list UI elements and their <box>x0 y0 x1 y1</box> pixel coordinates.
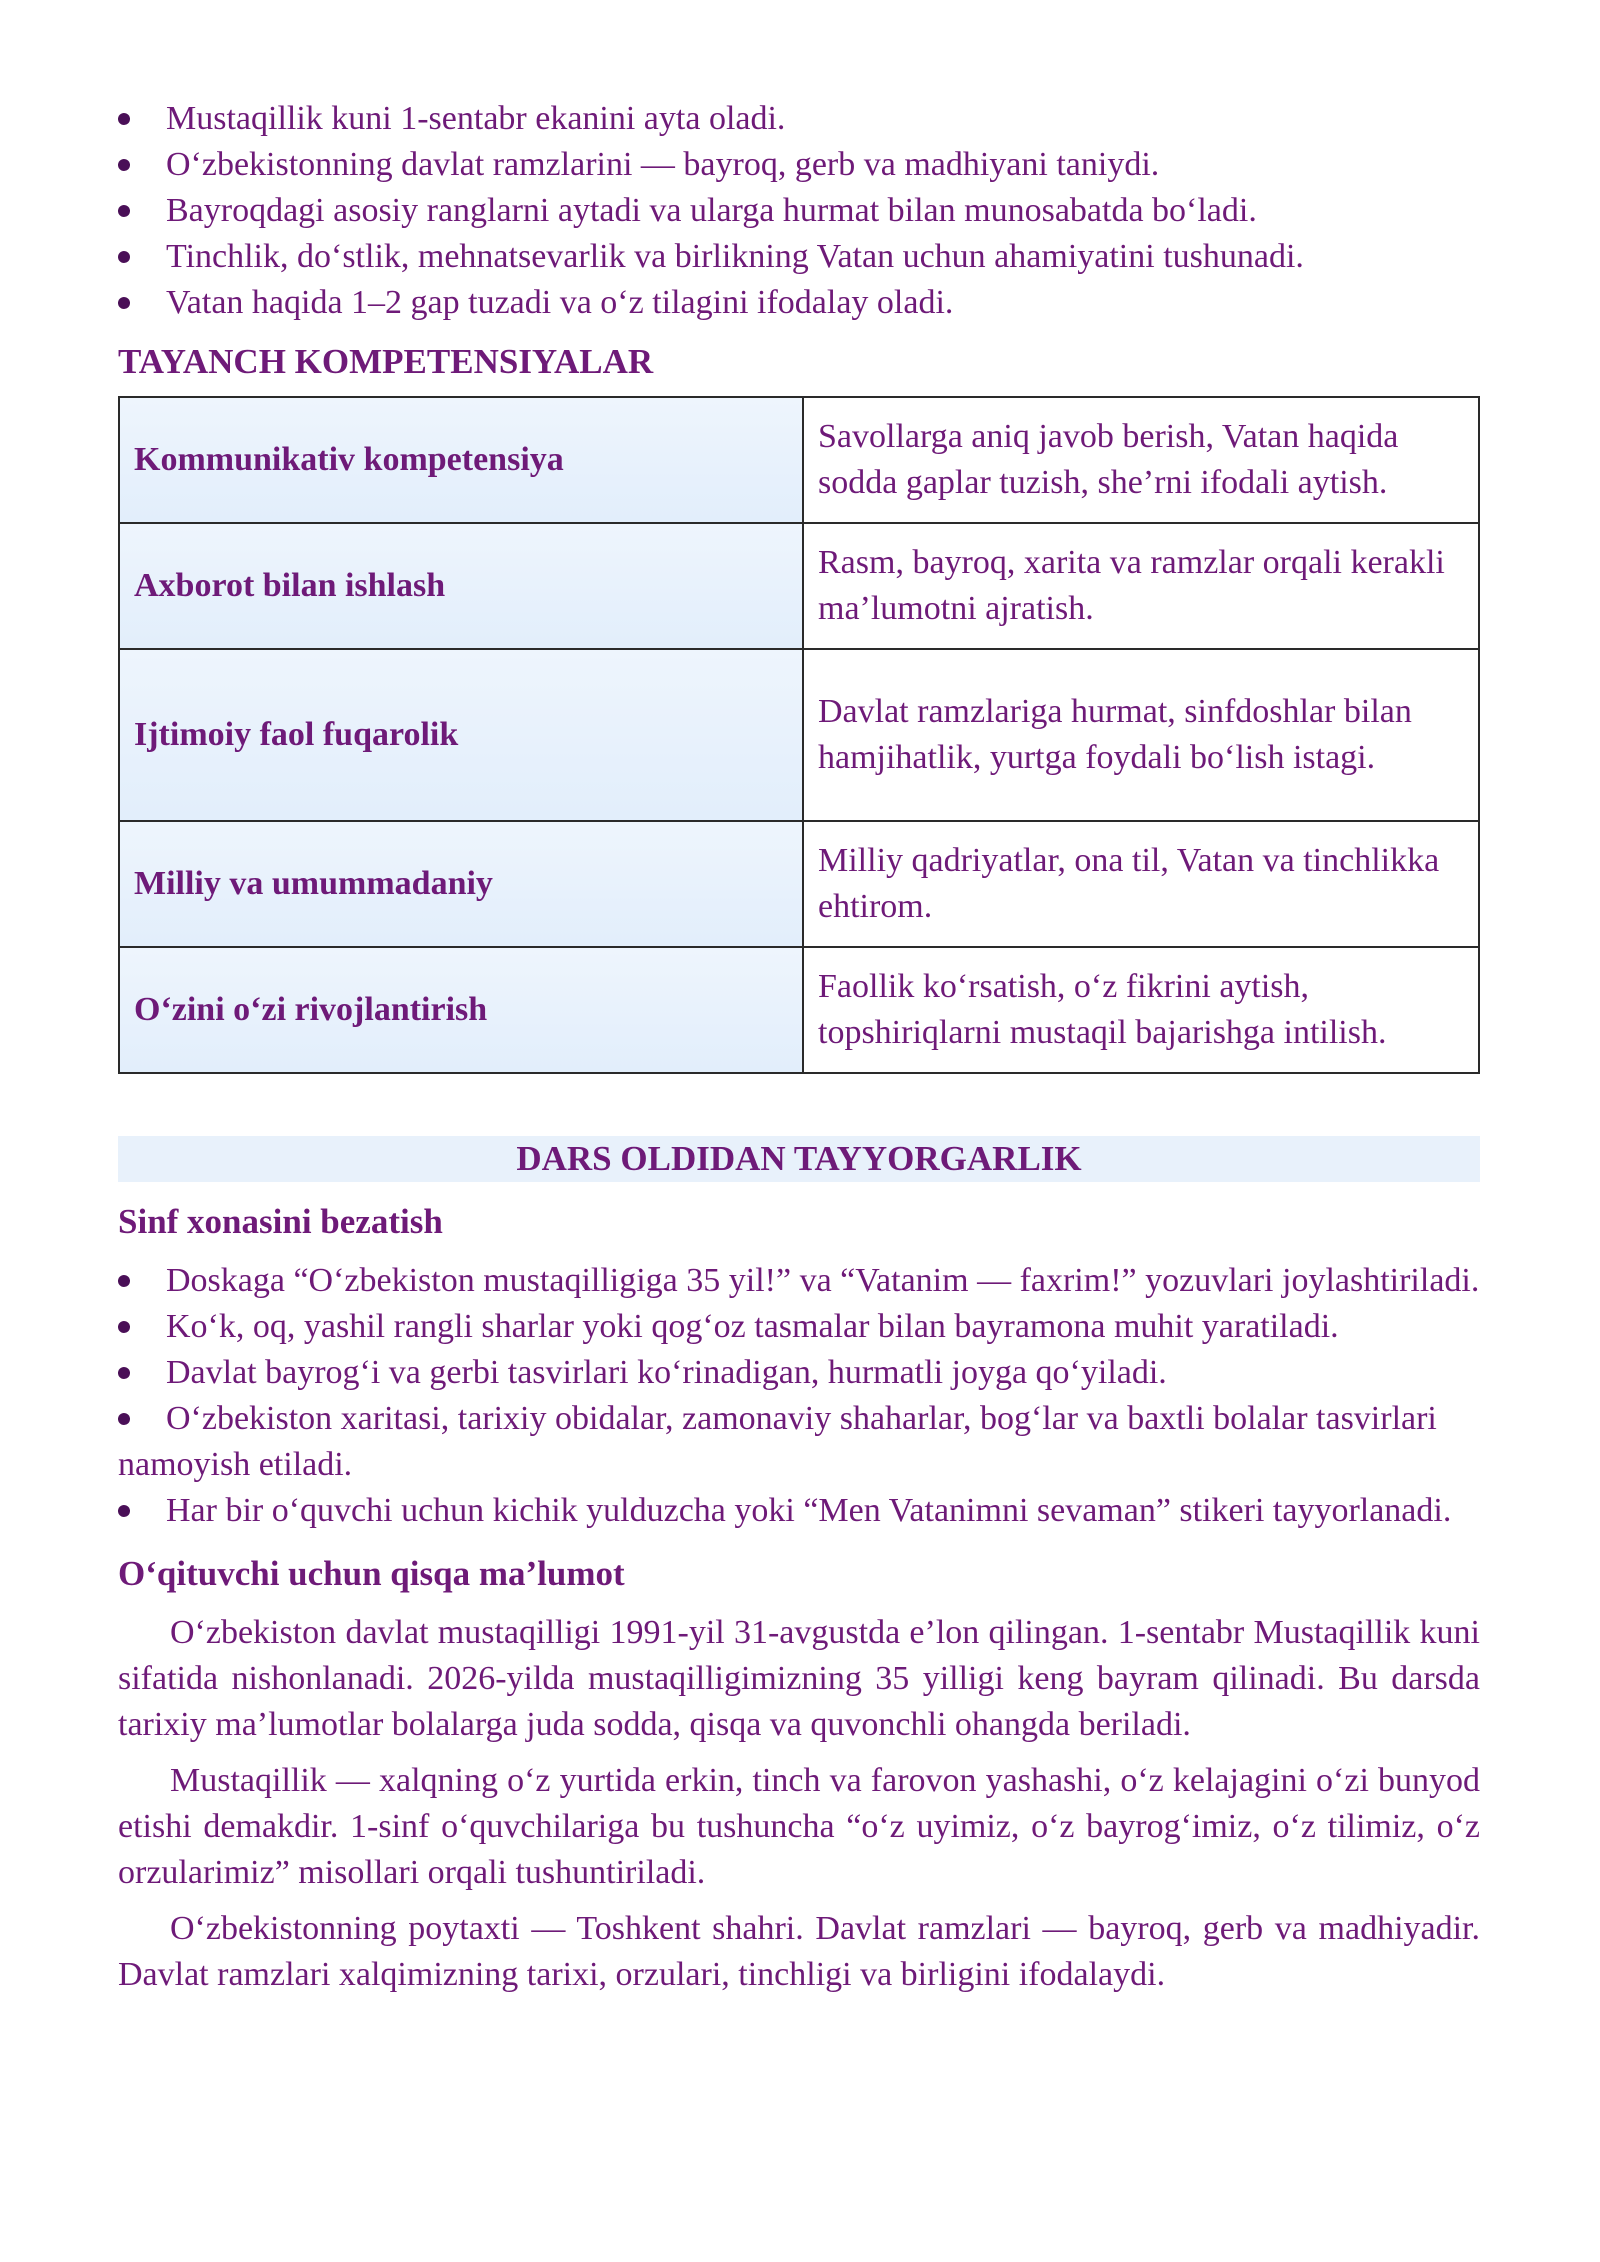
bullet-icon <box>118 1367 130 1379</box>
competencies-heading: TAYANCH KOMPETENSIYALAR <box>118 342 654 381</box>
list-item <box>118 1488 1480 1534</box>
list-item <box>118 188 1480 234</box>
list-item-text: O‘zbekiston xaritasi, tarixiy obidalar, zamonaviy shaharlar, bog‘lar va baxtli bolalar tasvirlari namoyish etiladi. <box>118 1400 1437 1483</box>
decor-heading: Sinf xonasini bezatish <box>118 1202 443 1241</box>
preparation-banner: DARS OLDIDAN TAYYORGARLIK <box>118 1136 1480 1182</box>
decor-list <box>118 1258 1480 1534</box>
page-content <box>118 96 1480 2008</box>
table-row <box>119 821 1479 947</box>
competency-name: Milliy va umummadaniy <box>119 821 803 947</box>
table-row <box>119 947 1479 1073</box>
table-row <box>119 523 1479 649</box>
bullet-icon <box>118 1505 130 1517</box>
bullet-icon <box>118 205 130 217</box>
list-item-text: Tinchlik, do‘stlik, mehnatsevarlik va birlikning Vatan uchun ahamiyatini tushunadi. <box>166 238 1304 275</box>
competency-name: Ijtimoiy faol fuqarolik <box>119 649 803 821</box>
list-item-text: Doskaga “O‘zbekiston mustaqilligiga 35 yil!” va “Vatanim — faxrim!” yozuvlari joylashtiriladi. <box>166 1262 1480 1299</box>
list-item-text: Har bir o‘quvchi uchun kichik yulduzcha yoki “Men Vatanimni sevaman” stikeri tayyorlanadi. <box>166 1492 1452 1529</box>
competency-description: Davlat ramzlariga hurmat, sinfdoshlar bilan hamjihatlik, yurtga foydali bo‘lish istagi. <box>803 649 1479 821</box>
competency-name: Kommunikativ kompetensiya <box>119 397 803 523</box>
competency-description: Rasm, bayroq, xarita va ramzlar orqali kerakli ma’lumotni ajratish. <box>803 523 1479 649</box>
table-row <box>119 649 1479 821</box>
bullet-icon <box>118 1275 130 1287</box>
list-item-text: Vatan haqida 1–2 gap tuzadi va o‘z tilagini ifodalay oladi. <box>166 284 954 321</box>
competency-description: Faollik ko‘rsatish, o‘z fikrini aytish, topshiriqlarni mustaqil bajarishga intilish. <box>803 947 1479 1073</box>
outcomes-list <box>118 96 1480 326</box>
list-item-text: O‘zbekistonning davlat ramzlarini — bayroq, gerb va madhiyani taniydi. <box>166 146 1160 183</box>
list-item-text: Mustaqillik kuni 1-sentabr ekanini ayta oladi. <box>166 100 786 137</box>
info-paragraph: O‘zbekistonning poytaxti — Toshkent shahri. Davlat ramzlari — bayroq, gerb va madhiyadir. Davlat ramzlari xalqimizning tarixi, orzulari, tinchligi va birligini ifodalaydi. <box>118 1910 1480 1993</box>
list-item <box>118 142 1480 188</box>
table-row <box>119 397 1479 523</box>
list-item <box>118 280 1480 326</box>
bullet-icon <box>118 1321 130 1333</box>
list-item <box>118 1304 1480 1350</box>
bullet-icon <box>118 159 130 171</box>
list-item <box>118 234 1480 280</box>
bullet-icon <box>118 113 130 125</box>
bullet-icon <box>118 251 130 263</box>
competency-name: O‘zini o‘zi rivojlantirish <box>119 947 803 1073</box>
competencies-table <box>118 396 1480 1074</box>
list-item-text: Bayroqdagi asosiy ranglarni aytadi va ularga hurmat bilan munosabatda bo‘ladi. <box>166 192 1257 229</box>
info-paragraph: Mustaqillik — xalqning o‘z yurtida erkin, tinch va farovon yashashi, o‘z kelajagini o‘zi bunyod etishi demakdir. 1-sinf o‘quvchilariga bu tushuncha “o‘z uyimiz, o‘z bayrog‘imiz, o‘z tilimiz, o‘z orzularimiz” misollari orqali tushuntiriladi. <box>118 1762 1480 1891</box>
list-item <box>118 1396 1480 1488</box>
list-item <box>118 1350 1480 1396</box>
bullet-icon <box>118 297 130 309</box>
competency-name: Axborot bilan ishlash <box>119 523 803 649</box>
competency-description: Milliy qadriyatlar, ona til, Vatan va tinchlikka ehtirom. <box>803 821 1479 947</box>
bullet-icon <box>118 1413 130 1425</box>
list-item <box>118 96 1480 142</box>
teacher-info-heading: O‘qituvchi uchun qisqa ma’lumot <box>118 1554 625 1593</box>
list-item-text: Davlat bayrog‘i va gerbi tasvirlari ko‘rinadigan, hurmatli joyga qo‘yiladi. <box>166 1354 1167 1391</box>
list-item-text: Ko‘k, oq, yashil rangli sharlar yoki qog‘oz tasmalar bilan bayramona muhit yaratiladi. <box>166 1308 1339 1345</box>
competency-description: Savollarga aniq javob berish, Vatan haqida sodda gaplar tuzish, she’rni ifodali aytish. <box>803 397 1479 523</box>
info-paragraph: O‘zbekiston davlat mustaqilligi 1991-yil 31-avgustda e’lon qilingan. 1-sentabr Mustaqillik kuni sifatida nishonlanadi. 2026-yilda mustaqilligimizning 35 yilligi keng bayram qilinadi. Bu darsda tarixiy ma’lumotlar bolalarga juda sodda, qisqa va quvonchli ohangda beriladi. <box>118 1614 1480 1743</box>
list-item <box>118 1258 1480 1304</box>
